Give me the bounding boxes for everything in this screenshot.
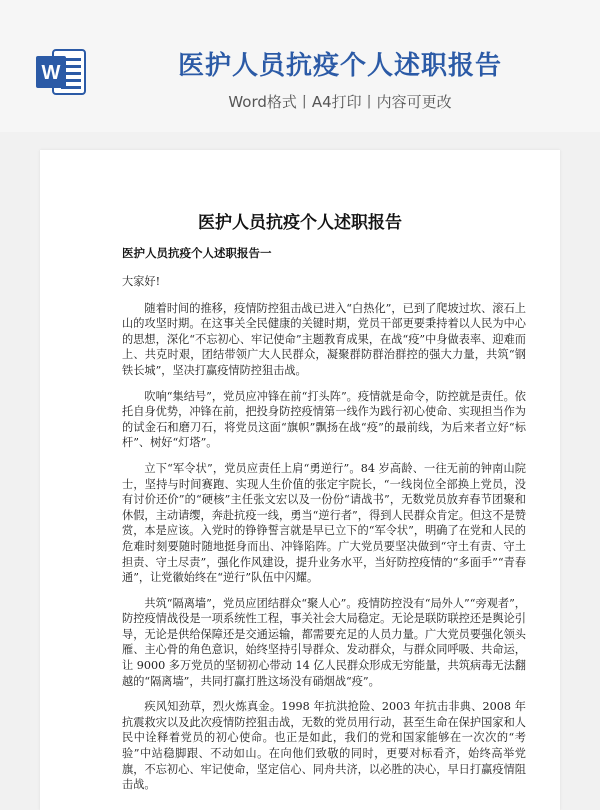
banner-subtitle: Word格式丨A4打印丨内容可更改 — [228, 93, 452, 111]
document-subtitle: 医护人员抗疫个人述职报告一 — [122, 246, 272, 260]
paragraph: 随着时间的推移，疫情防控狙击战已进入“白热化”，已到了爬坡过坎、滚石上山的攻坚时期。在这事关全民健康的关键时期，党员干部更要秉持着以人民为中心的思想，深化“不忘初心、牢记使命”主题教育成果，在战“疫”中身做表率、迎难而上、共克时艰，团结带领广大人民群众，凝聚群防群治群控的强大力量，共筑“钢铁长城”，坚决打赢疫情防控狙击战。 — [122, 301, 526, 377]
greeting: 大家好! — [122, 275, 161, 288]
svg-text:W: W — [41, 62, 61, 84]
paragraph: 吹响“集结号”，党员应冲锋在前“打头阵”。疫情就是命令，防控就是责任。依托自身优势，冲锋在前，把投身防控疫情第一线作为践行初心使命、实现担当作为的试金石和磨刀石，将党员这面“旗帜”飘扬在战“疫”的最前线，为后来者立好“标杆”、树好“灯塔”。 — [122, 389, 526, 450]
document-title: 医护人员抗疫个人述职报告 — [198, 213, 402, 233]
paragraph: 疾风知劲草，烈火炼真金。1998 年抗洪抢险、2003 年抗击非典、2008 年抗震救灾以及此次疫情防控狙击战，无数的党员用行动，甚至生命在保护国家和人民中诠释着党员的初心使命。也正是如此，我们的党和国家能够在一次次的“考验”中站稳脚跟、不动如山。在向他们致敬的同时，更要对标看齐，始终高举党旗，不忘初心、牢记使命，坚定信心、同舟共济，以必胜的决心，早日打赢疫情阻击战。 — [122, 700, 526, 792]
document-page — [40, 150, 560, 810]
paragraph: 共筑“隔离墙”，党员应团结群众“聚人心”。疫情防控没有“局外人”“旁观者”，防控疫情战役是一项系统性工程，事关社会大局稳定。无论是联防联控还是舆论引导，无论是供给保障还是交通运输，都需要充足的人员力量。广大党员要强化领头雁、主心骨的角色意识，始终坚持引导群众、发动群众，与群众同呼吸、共命运，让 9000 多万党员的坚韧初心带动 14 亿人民群众形成无穷能量，共筑病毒无法翻越的“隔离墙”，共同打赢打胜这场没有硝烟战“疫”。 — [122, 596, 526, 688]
paragraph: 立下“军令状”，党员应责任上肩“勇逆行”。84 岁高龄、一往无前的钟南山院士，坚持与时间赛跑、实现人生价值的张定宇院长，“一线岗位全部换上党员，没有讨价还价”的“硬核”主任张文宏以及一份份“请战书”，无数党员放弃春节团聚和休假，主动请缨，奔赴抗疫一线，勇当“逆行者”，得到人民群众肯定。但这不是赞赏，本是应该。入党时的铮铮誓言就是早已立下的“军令状”，明确了在党和人民的危难时刻要随时随地挺身而出、冲锋陷阵。广大党员要坚决做到“守土有责、守土担责、守土尽责”，强化作风建设，提升业务水平，当好防控疫情的“多面手”“青春通”，让党徽始终在“逆行”队伍中闪耀。 — [122, 461, 526, 585]
word-document-icon — [33, 44, 89, 100]
header-banner — [0, 0, 600, 132]
banner-title: 医护人员抗疫个人述职报告 — [177, 51, 502, 81]
document-body — [122, 246, 526, 803]
